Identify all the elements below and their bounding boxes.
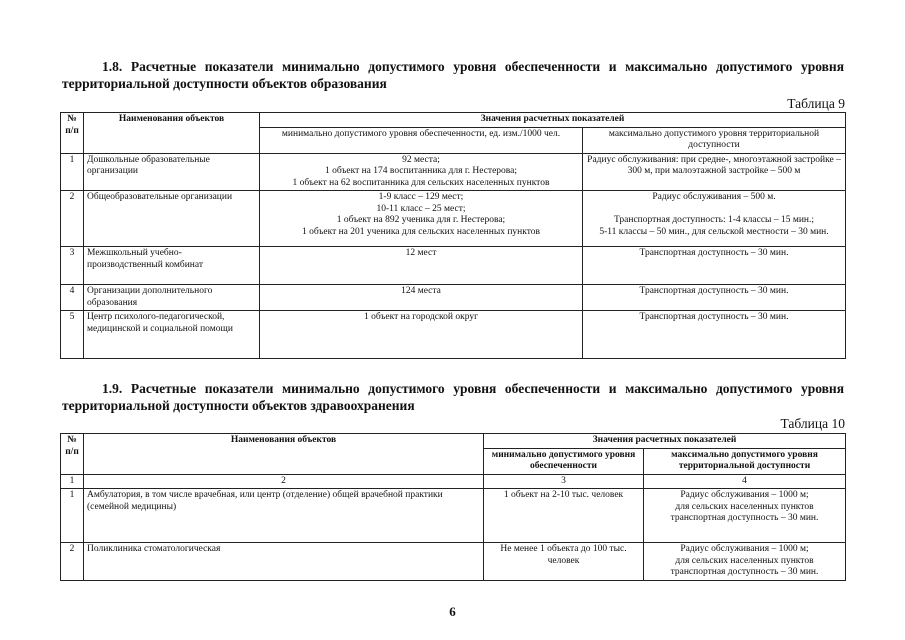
- table-10-header-row: [61, 434, 846, 449]
- table-10-label: Таблица 10: [780, 416, 845, 431]
- header-name: Наименования объектов: [84, 434, 484, 475]
- row-max: Транспортная доступность – 30 мин.: [583, 285, 846, 311]
- row-num: 2: [61, 543, 84, 581]
- row-name: Общеобразовательные организации: [84, 191, 260, 247]
- row-min: 124 места: [260, 285, 583, 311]
- table-row: [61, 153, 846, 191]
- page-number: 6: [449, 604, 456, 619]
- row-name: Дошкольные образовательные организации: [84, 153, 260, 191]
- table-9-label: Таблица 9: [787, 96, 845, 111]
- section-2-title: 1.9. Расчетные показатели минимально допустимого уровня обеспеченности и максимально допустимого уровня территориальной доступности объектов здравоохранения: [62, 381, 844, 413]
- row-min: 1 объект на городской округ: [260, 311, 583, 359]
- row-max: Транспортная доступность – 30 мин.: [583, 311, 846, 359]
- row-name: Поликлиника стоматологическая: [84, 543, 484, 581]
- colnum-1: 1: [61, 474, 84, 489]
- section-1-title: 1.8. Расчетные показатели минимально допустимого уровня обеспеченности и максимально допустимого уровня территориальной доступности объектов образования: [62, 59, 844, 91]
- table-9: [60, 112, 846, 359]
- row-num: 2: [61, 191, 84, 247]
- row-name: Организации дополнительного образования: [84, 285, 260, 311]
- table-row: [61, 247, 846, 285]
- row-num: 3: [61, 247, 84, 285]
- header-num: № п/п: [61, 113, 84, 154]
- row-max: Радиус обслуживания – 1000 м; для сельских населенных пунктов транспортная доступность – 30 мин.: [644, 543, 846, 581]
- header-max: максимально допустимого уровня территориальной доступности: [644, 448, 846, 474]
- table-row: [61, 191, 846, 247]
- table-row: [61, 285, 846, 311]
- row-name: Межшкольный учебно-производственный комбинат: [84, 247, 260, 285]
- row-max: Радиус обслуживания – 1000 м; для сельских населенных пунктов транспортная доступность – 30 мин.: [644, 489, 846, 543]
- table-10-colnum-row: [61, 474, 846, 489]
- row-min: 1-9 класс – 129 мест; 10-11 класс – 25 мест; 1 объект на 892 ученика для г. Нестерова; 1 объект на 201 ученика для сельских населенных пунктов: [260, 191, 583, 247]
- row-min: Не менее 1 объекта до 100 тыс. человек: [484, 543, 644, 581]
- row-max: Радиус обслуживания: при средне-, многоэтажной застройке – 300 м, при малоэтажной застройке – 500 м: [583, 153, 846, 191]
- row-min: 92 места; 1 объект на 174 воспитанника для г. Нестерова; 1 объект на 62 воспитанника для сельских населенных пунктов: [260, 153, 583, 191]
- row-max: Радиус обслуживания – 500 м. Транспортная доступность: 1-4 классы – 15 мин.; 5-11 классы – 50 мин., для сельской местности – 30 мин.: [583, 191, 846, 247]
- row-num: 5: [61, 311, 84, 359]
- row-num: 1: [61, 489, 84, 543]
- table-row: [61, 489, 846, 543]
- header-num: № п/п: [61, 434, 84, 475]
- header-min: минимально допустимого уровня обеспеченности, ед. изм./1000 чел.: [260, 127, 583, 153]
- table-9-header-row: [61, 113, 846, 128]
- row-name: Центр психолого-педагогической, медицинской и социальной помощи: [84, 311, 260, 359]
- header-values: Значения расчетных показателей: [484, 434, 846, 449]
- header-name: Наименования объектов: [84, 113, 260, 154]
- row-num: 1: [61, 153, 84, 191]
- row-name: Амбулатория, в том числе врачебная, или центр (отделение) общей врачебной практики (семейной медицины): [84, 489, 484, 543]
- header-min: минимально допустимого уровня обеспеченности: [484, 448, 644, 474]
- row-min: 1 объект на 2-10 тыс. человек: [484, 489, 644, 543]
- table-10: [60, 433, 846, 581]
- colnum-4: 4: [644, 474, 846, 489]
- header-max: максимально допустимого уровня территориальной доступности: [583, 127, 846, 153]
- row-num: 4: [61, 285, 84, 311]
- row-max: Транспортная доступность – 30 мин.: [583, 247, 846, 285]
- colnum-2: 2: [84, 474, 484, 489]
- table-row: [61, 311, 846, 359]
- row-min: 12 мест: [260, 247, 583, 285]
- header-values: Значения расчетных показателей: [260, 113, 846, 128]
- table-row: [61, 543, 846, 581]
- colnum-3: 3: [484, 474, 644, 489]
